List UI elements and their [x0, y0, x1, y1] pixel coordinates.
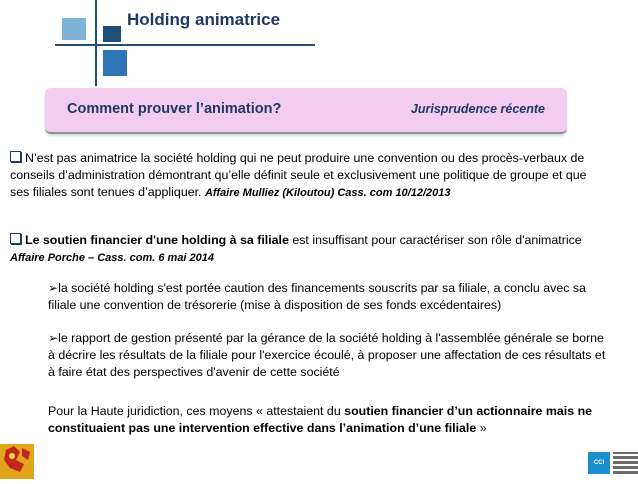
paragraph-mulliez-text: N’est pas animatrice la société holding qui ne peut produire une convention ou des procès-verbaux de conseils d’administration démontrant qu’elle définit seule et exclusivement une politique de groupe et que ses filiales sont tenues d’appliquer.	[10, 151, 587, 199]
conclusion-paragraph	[48, 403, 613, 437]
arrow-bullet-icon: ➢	[48, 331, 59, 345]
checkbox-bullet-icon	[10, 233, 21, 244]
region-logo-icon	[0, 438, 38, 479]
deco-vertical-line	[95, 0, 97, 86]
conclusion-text-after: »	[479, 421, 487, 435]
cci-logo-mark: CCI	[588, 452, 610, 474]
bullet-item-caution	[48, 280, 613, 314]
conclusion-bold: soutien financier d’un actionnaire mais ne constituaient pas une intervention effective dans l’animation d’une filiale	[48, 404, 593, 435]
cci-logo	[588, 446, 638, 479]
deco-square-mid	[103, 50, 127, 76]
deco-square-light	[62, 18, 86, 40]
paragraph-porche-bold: Le soutien financier d'une holding à sa filiale	[25, 233, 289, 247]
page-title: Holding animatrice	[127, 10, 281, 29]
banner-tag: Jurisprudence récente	[410, 102, 545, 116]
deco-square-dark	[103, 26, 121, 42]
arrow-bullet-icon: ➢	[48, 281, 59, 295]
deco-horizontal-line	[55, 44, 315, 46]
cci-logo-stripes	[613, 452, 638, 474]
reference-porche: Affaire Porche – Cass. com. 6 mai 2014	[10, 252, 215, 264]
reference-mulliez: Affaire Mulliez (Kiloutou) Cass. com 10/12/2013	[204, 187, 451, 199]
bullet-item-rapport	[48, 330, 613, 381]
bullet-text: la société holding s'est portée caution des financements souscrits par sa filiale, a conclu avec sa filiale une convention de trésorerie (mise à disposition de ses fonds excédentaires)	[48, 281, 586, 312]
question-banner	[45, 88, 567, 134]
checkbox-bullet-icon	[10, 151, 21, 162]
banner-question: Comment prouver l’animation?	[67, 101, 282, 117]
paragraph-mulliez	[10, 150, 605, 202]
conclusion-text-before: Pour la Haute juridiction, ces moyens « attestaient du	[48, 404, 341, 418]
bullet-text: le rapport de gestion présenté par la gérance de la société holding à l'assemblée générale se borne à décrire les résultats de la filiale pour l'exercice écoulé, à proposer une affectation de ces résultats et à faire état des perspectives d'avenir de cette société	[48, 331, 606, 379]
paragraph-porche-text: est insuffisant pour caractériser son rôle d'animatrice	[292, 233, 582, 247]
paragraph-porche	[10, 232, 605, 267]
